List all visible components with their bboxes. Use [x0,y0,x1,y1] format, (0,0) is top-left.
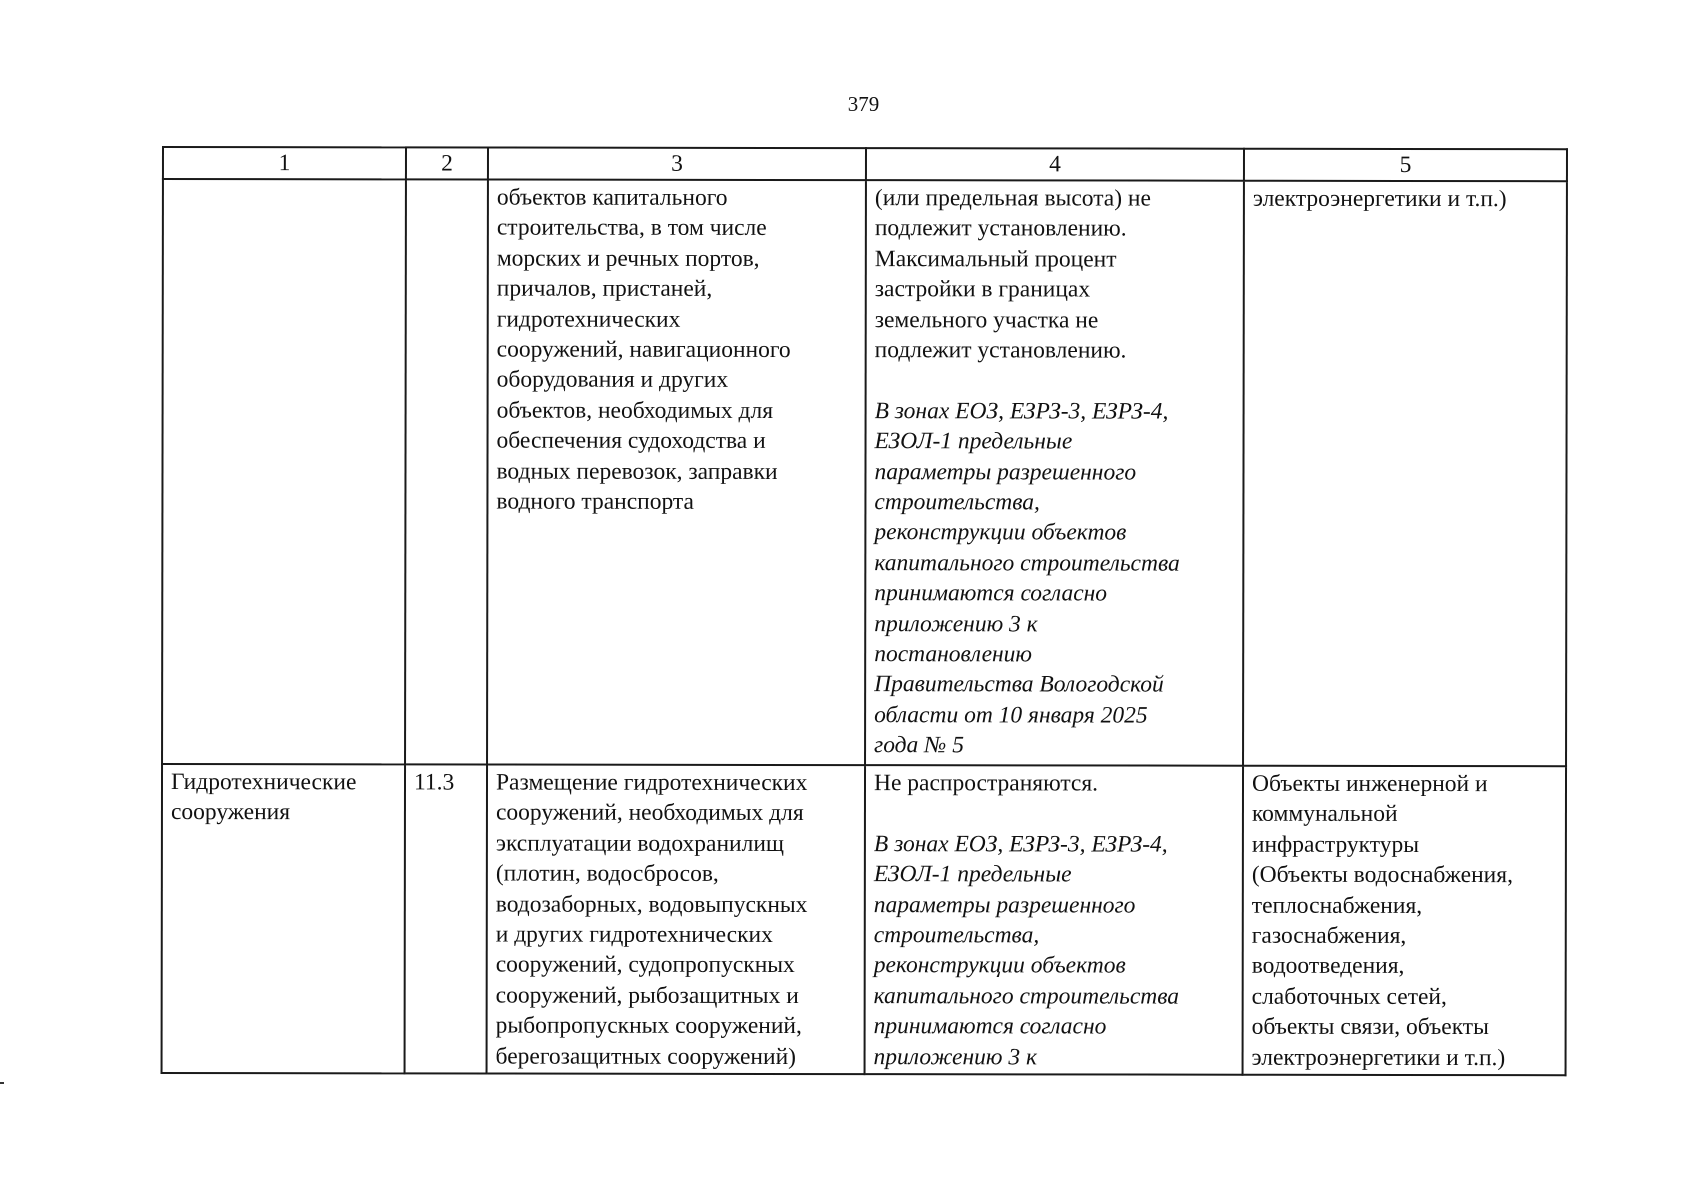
row1-description-line: водных перевозок, заправки [496,458,778,485]
row1-zone-note-line: года № 5 [874,732,964,759]
column-header-5: 5 [1244,149,1567,182]
row2-zone-note-line: параметры разрешенного [873,891,1136,919]
row1-description-line: объектов капитального [496,184,728,211]
row2-description-line: рыбопропускных сооружений, [495,1012,802,1040]
row1-objects-line: электроэнергетики и т.п.) [1252,185,1507,213]
row2-zone-note-line: принимаются согласно [873,1013,1107,1040]
row2-zone-note-line: реконструкции объектов [873,952,1126,979]
row1-parameters-line: подлежит установлению. [874,337,1127,364]
table-row [162,179,1567,766]
row2-description-line: водозаборных, водовыпускных [495,891,808,918]
row2-description-line: сооружений, судопропускных [495,951,795,979]
row1-description-line: водного транспорта [496,488,694,515]
row1-zone-note-line: параметры разрешенного [874,458,1137,486]
row2-description-line: эксплуатации водохранилищ [495,830,785,857]
row2-description-line: Размещение гидротехнических [495,769,808,797]
column-header-3: 3 [488,148,866,181]
row1-parameters-line: подлежит установлению. [874,215,1127,242]
zoning-parameters-table [161,146,1568,1076]
row1-zone-note-line: приложению 3 к [874,610,1038,638]
row2-objects-line: газоснабжения, [1251,922,1407,949]
row2-objects-line: Объекты инженерной и [1251,770,1488,798]
paragraph-gap [875,366,1235,397]
paragraph-gap [874,799,1234,830]
row2-use-name-cell [162,764,405,1073]
row2-description-line: (плотин, водосбросов, [495,860,719,888]
row1-description-line: обеспечения судоходства и [496,427,766,455]
row2-objects-line: коммунальной [1251,801,1398,828]
row2-description-line: сооружений, рыбозащитных и [495,982,799,1009]
row1-objects-cell [1243,181,1567,767]
row2-objects-line: (Объекты водоснабжения, [1251,861,1513,889]
row1-zone-note-line: реконструкции объектов [874,519,1127,546]
row2-objects-line: теплоснабжения, [1251,892,1423,919]
table-row [162,764,1566,1075]
column-header-4: 4 [866,148,1244,181]
row1-zone-note-line: принимаются согласно [874,580,1108,607]
row1-description-cell [487,180,866,766]
row2-description-line: и других гидротехнических [495,921,773,948]
row1-zone-note-line: строительства, [874,489,1040,516]
row2-description-cell [487,765,865,1075]
row1-use-name-cell [162,179,406,764]
row2-description-line: берегозащитных сооружений) [495,1043,797,1070]
row2-parameters-cell [865,765,1243,1075]
scan-edge-mark [0,1082,4,1084]
row2-parameters-line: Не распространяются. [873,770,1099,797]
row1-parameters-line: (или предельная высота) не [874,185,1151,212]
row1-description-line: строительства, в том числе [496,214,767,242]
row1-zone-note-line: Правительства Вологодской [874,671,1164,699]
row1-zone-note-line: В зонах ЕОЗ, ЕЗРЗ-3, ЕЗРЗ-4, [874,397,1169,425]
row2-use-name-line: Гидротехнические [170,769,357,796]
row1-description-line: объектов, необходимых для [496,397,774,424]
row2-objects-line: объекты связи, объекты [1251,1013,1489,1041]
row2-objects-line: водоотведения, [1251,953,1405,980]
row2-zone-note-line: В зонах ЕОЗ, ЕЗРЗ-3, ЕЗРЗ-4, [873,830,1168,858]
row1-parameters-line: Максимальный процент [874,245,1117,273]
column-header-1: 1 [163,147,406,179]
row1-zone-note-line: капитального строительства [874,549,1180,577]
row1-zone-note-line: постановлению [874,641,1033,668]
row2-zone-note-line: строительства, [873,922,1040,949]
row1-description-line: гидротехнических [496,306,681,333]
row2-zone-note-line: ЕЗОЛ-1 предельные [873,861,1072,888]
table-header-row [163,147,1567,181]
row1-parameters-line: застройки в границах [874,276,1091,303]
row2-zone-note-line: капитального строительства [873,982,1180,1010]
row2-description-line: сооружений, необходимых для [495,799,804,827]
row2-objects-cell [1243,766,1566,1076]
row1-parameters-cell [865,180,1244,766]
row2-code-cell: 11.3 [405,764,487,1073]
row1-zone-note-line: области от 10 января 2025 [874,702,1148,729]
row1-description-line: сооружений, навигационного [496,336,791,364]
page-number: 379 [847,92,880,116]
row2-objects-line: слаботочных сетей, [1251,983,1447,1010]
row2-zone-note-line: приложению 3 к [873,1043,1037,1071]
row2-objects-line: инфраструктуры [1251,831,1420,858]
row2-use-name-line: сооружения [170,799,291,826]
row1-parameters-line: земельного участка не [874,306,1099,334]
row1-code-cell [405,179,488,764]
row1-description-line: оборудования и других [496,366,729,394]
row1-zone-note-line: ЕЗОЛ-1 предельные [874,428,1073,455]
row2-objects-line: электроэнергетики и т.п.) [1251,1044,1506,1071]
row1-description-line: причалов, пристаней, [496,275,713,303]
column-header-2: 2 [406,147,488,179]
row1-description-line: морских и речных портов, [496,245,760,272]
